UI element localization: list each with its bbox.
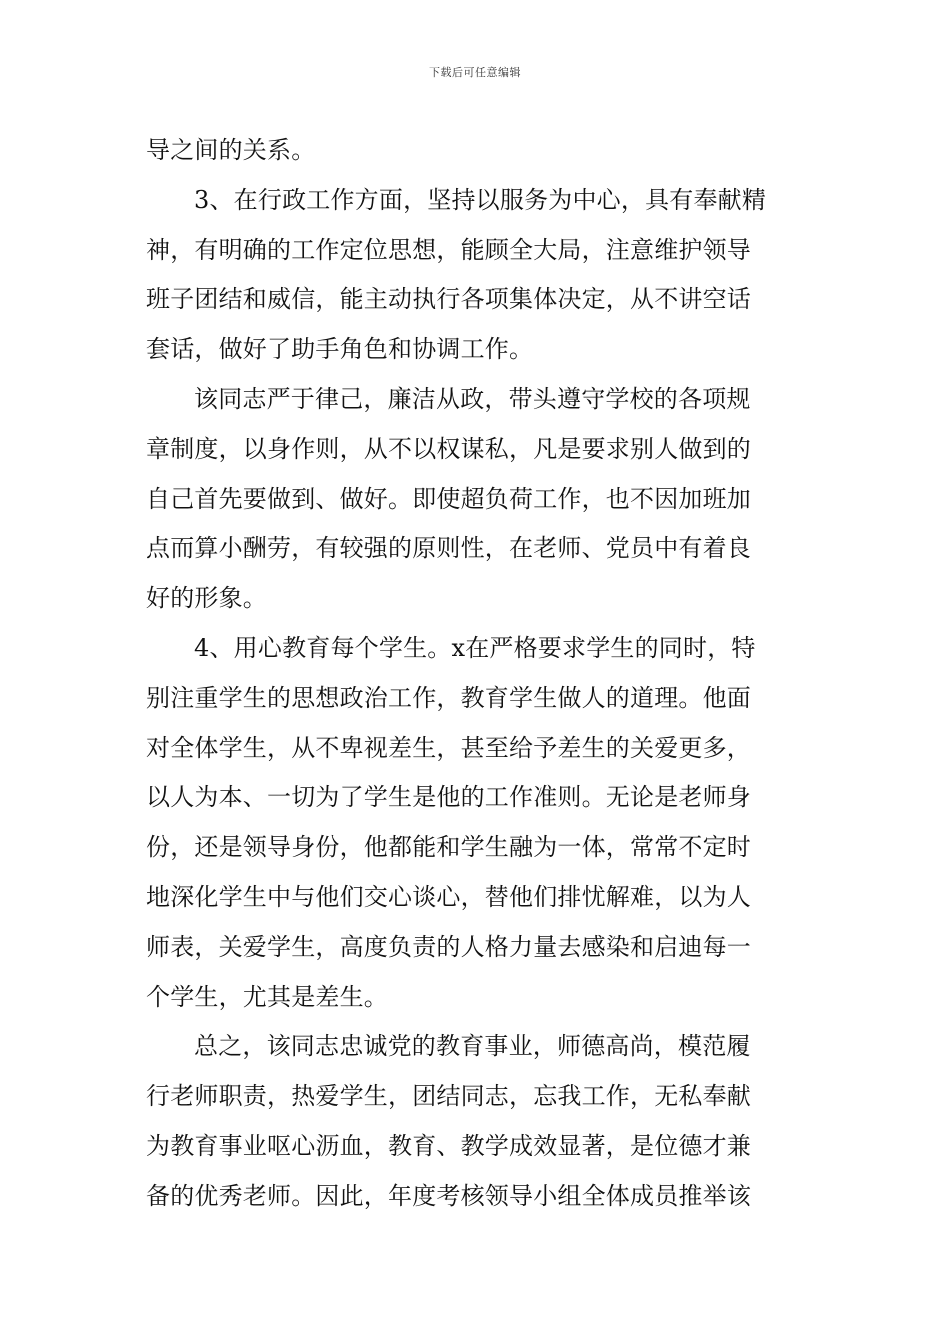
text-line: 行老师职责，热爱学生，团结同志，忘我工作，无私奉献	[146, 1082, 751, 1111]
text-line: 总之，该同志忠诚党的教育事业，师德高尚，模范履	[194, 1032, 751, 1061]
text-line: 师表，关爱学生，高度负责的人格力量去感染和启迪每一	[146, 932, 751, 961]
text-line: 对全体学生，从不卑视差生，甚至给予差生的关爱更多，	[146, 733, 751, 762]
text-line: 神，有明确的工作定位思想，能顾全大局，注意维护领导	[146, 235, 751, 264]
text-line: 为教育事业呕心沥血，教育、教学成效显著，是位德才兼	[146, 1131, 751, 1160]
text-line: 导之间的关系。	[146, 136, 316, 164]
text-line: 好的形象。	[146, 584, 267, 613]
text-line: 地深化学生中与他们交心谈心，替他们排忧解难，以为人	[146, 882, 751, 911]
text-line: 以人为本、一切为了学生是他的工作准则。无论是老师身	[146, 783, 751, 812]
text-line: 套话，做好了助手角色和协调工作。	[146, 335, 534, 364]
text-line: 自己首先要做到、做好。即使超负荷工作，也不因加班加	[146, 484, 751, 513]
text-line: 份，还是领导身份，他都能和学生融为一体，常常不定时	[146, 833, 751, 862]
text-line: 别注重学生的思想政治工作，教育学生做人的道理。他面	[146, 683, 751, 712]
text-line: 3、在行政工作方面，坚持以服务为中心，具有奉献精	[194, 185, 767, 214]
text-line: 个学生，尤其是差生。	[146, 982, 388, 1011]
document-body	[146, 126, 806, 1222]
text-line: 点而算小酬劳，有较强的原则性，在老师、党员中有着良	[146, 534, 751, 563]
text-line: 该同志严于律己，廉洁从政，带头遵守学校的各项规	[194, 384, 751, 413]
text-line: 班子团结和威信，能主动执行各项集体决定，从不讲空话	[146, 285, 751, 314]
text-line: 4、用心教育每个学生。x在严格要求学生的同时，特	[194, 633, 756, 662]
page-header-note: 下载后可任意编辑	[429, 66, 521, 79]
text-line: 章制度，以身作则，从不以权谋私，凡是要求别人做到的	[146, 434, 751, 463]
text-line: 备的优秀老师。因此，年度考核领导小组全体成员推举该	[146, 1181, 751, 1210]
